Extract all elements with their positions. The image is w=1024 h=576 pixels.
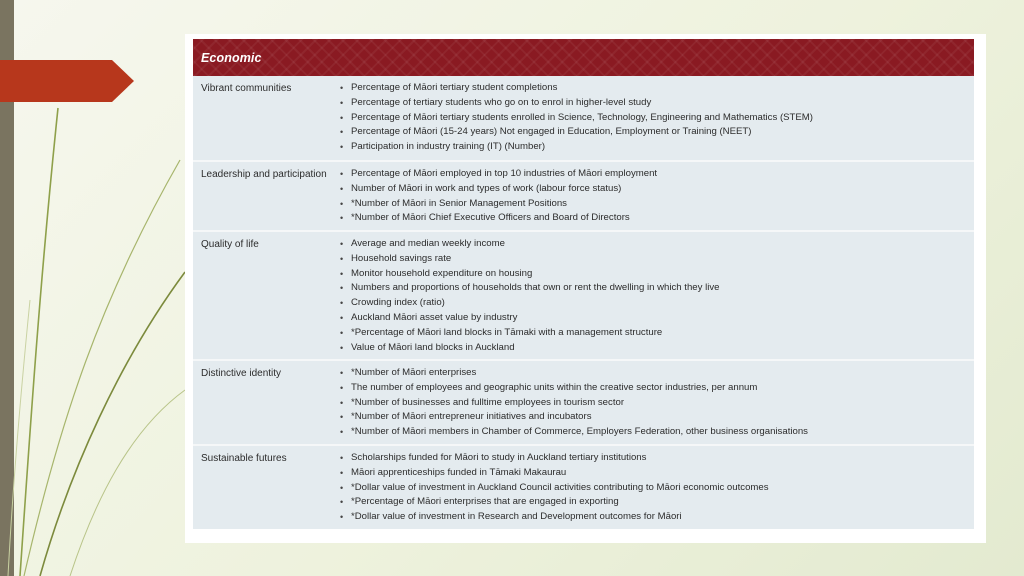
row-category: Distinctive identity	[201, 368, 282, 379]
table-row	[193, 232, 974, 361]
indicator-item: • *Number of Māori members in Chamber of Commerce, Employers Federation, other business organisations	[337, 425, 974, 440]
economic-table	[193, 39, 974, 529]
indicator-item: • *Number of businesses and fulltime employees in tourism sector	[337, 396, 974, 411]
indicator-item: • *Dollar value of investment in Research and Development outcomes for Māori	[337, 510, 974, 525]
row-category: Quality of life	[201, 239, 259, 250]
indicator-item: • Percentage of Māori tertiary students enrolled in Science, Technology, Engineering and Mathematics (STEM)	[337, 111, 974, 126]
row-category: Vibrant communities	[201, 83, 292, 94]
indicator-item: • Percentage of Māori tertiary student completions	[337, 81, 974, 96]
indicator-item: • *Percentage of Māori land blocks in Tāmaki with a management structure	[337, 326, 974, 341]
indicator-item: • Participation in industry training (IT) (Number)	[337, 140, 974, 155]
indicator-list	[337, 446, 974, 529]
indicator-item: • Percentage of Māori (15-24 years) Not engaged in Education, Employment or Training (NEET)	[337, 125, 974, 140]
indicator-item: • Household savings rate	[337, 252, 974, 267]
indicator-list	[337, 76, 974, 160]
indicator-item: • Numbers and proportions of households that own or rent the dwelling in which they live	[337, 281, 974, 296]
table-row	[193, 361, 974, 446]
indicator-item: • *Number of Māori enterprises	[337, 366, 974, 381]
indicator-item: • Crowding index (ratio)	[337, 296, 974, 311]
indicator-item: • Auckland Māori asset value by industry	[337, 311, 974, 326]
table-row	[193, 162, 974, 232]
slide-image-frame	[185, 34, 986, 543]
indicator-item: • Māori apprenticeships funded in Tāmaki Makaurau	[337, 466, 974, 481]
row-category: Sustainable futures	[201, 453, 287, 464]
indicator-item: • *Percentage of Māori enterprises that are engaged in exporting	[337, 495, 974, 510]
indicator-item: • Monitor household expenditure on housing	[337, 267, 974, 282]
indicator-item: • The number of employees and geographic units within the creative sector industries, per annum	[337, 381, 974, 396]
table-row	[193, 446, 974, 529]
indicator-list	[337, 232, 974, 359]
row-category: Leadership and participation	[201, 169, 327, 180]
indicator-item: • Percentage of Māori employed in top 10 industries of Māori employment	[337, 167, 974, 182]
indicator-item: • Average and median weekly income	[337, 237, 974, 252]
indicator-list	[337, 361, 974, 444]
indicator-item: • Scholarships funded for Māori to study in Auckland tertiary institutions	[337, 451, 974, 466]
table-row	[193, 76, 974, 162]
indicator-item: • *Dollar value of investment in Auckland Council activities contributing to Māori economic outcomes	[337, 481, 974, 496]
indicator-item: • Number of Māori in work and types of work (labour force status)	[337, 182, 974, 197]
table-title: Economic	[201, 51, 262, 65]
indicator-list	[337, 162, 974, 230]
indicator-item: • *Number of Māori in Senior Management Positions	[337, 197, 974, 212]
indicator-item: • Percentage of tertiary students who go on to enrol in higher-level study	[337, 96, 974, 111]
table-header	[193, 39, 974, 76]
indicator-item: • *Number of Māori entrepreneur initiatives and incubators	[337, 410, 974, 425]
indicator-item: • *Number of Māori Chief Executive Officers and Board of Directors	[337, 211, 974, 226]
indicator-item: • Value of Māori land blocks in Auckland	[337, 341, 974, 356]
arrow-tab	[0, 60, 134, 102]
